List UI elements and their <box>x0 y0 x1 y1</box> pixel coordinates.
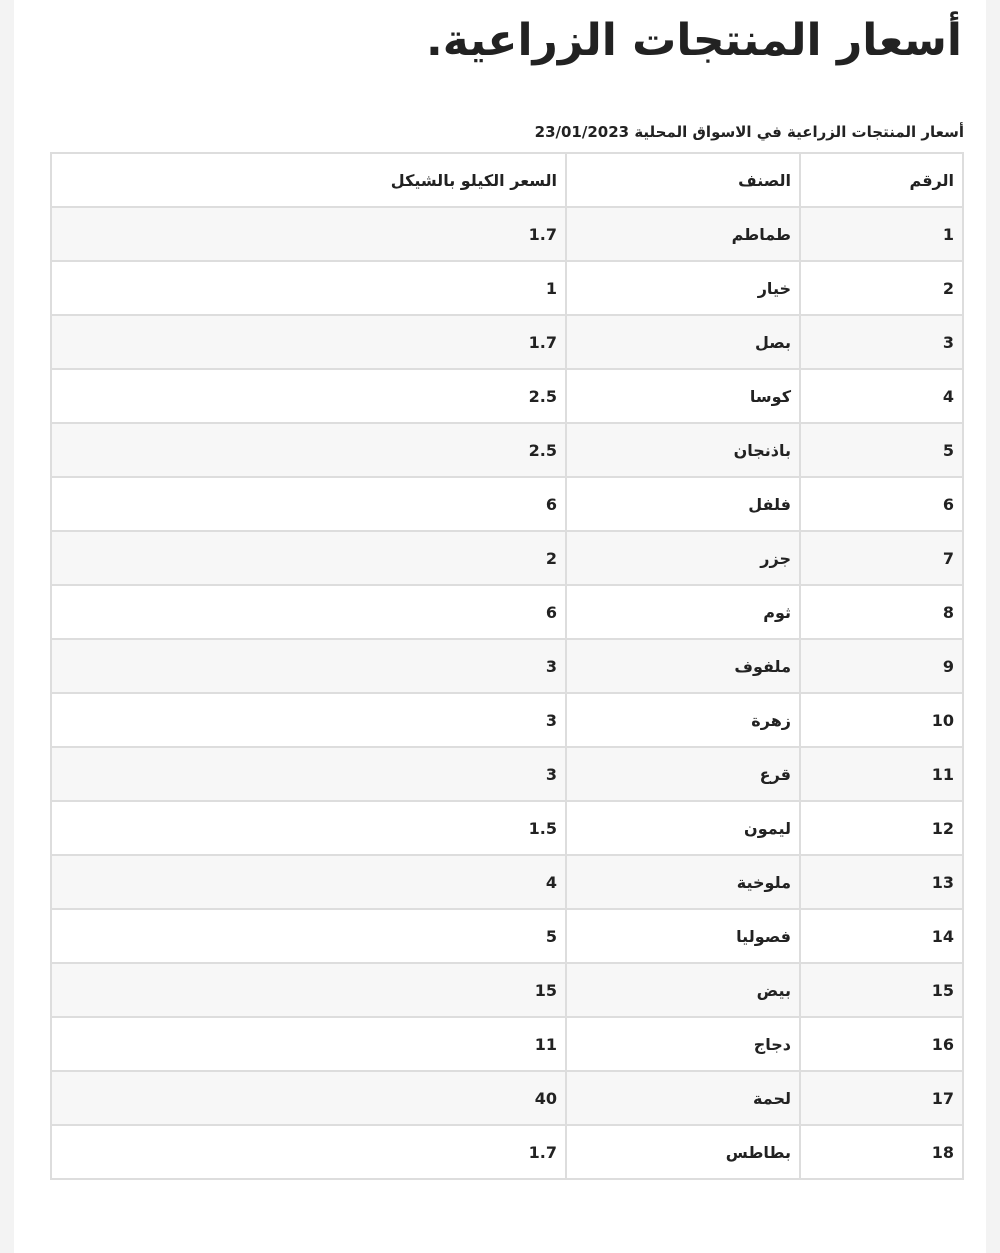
price-value: 1.7 <box>528 1142 557 1162</box>
cell-item: بيض <box>566 963 800 1017</box>
row-number: 8 <box>942 602 954 622</box>
price-value: 2.5 <box>528 386 557 406</box>
cell-price <box>51 801 566 855</box>
cell-price <box>51 1125 566 1179</box>
cell-number <box>800 531 963 585</box>
cell-item: ملفوف <box>566 639 800 693</box>
price-value: 3 <box>545 764 557 784</box>
price-value: 11 <box>534 1034 557 1054</box>
table-row <box>51 477 963 531</box>
row-number: 3 <box>942 332 954 352</box>
table-row <box>51 369 963 423</box>
row-number: 1 <box>942 224 954 244</box>
price-value: 4 <box>545 872 557 892</box>
page-title: أسعار المنتجات الزراعية. <box>426 15 962 66</box>
cell-number <box>800 909 963 963</box>
price-value: 1.7 <box>528 224 557 244</box>
cell-number <box>800 315 963 369</box>
header-number: الرقم <box>800 153 963 207</box>
cell-item: خيار <box>566 261 800 315</box>
table-row <box>51 315 963 369</box>
price-value: 40 <box>534 1088 557 1108</box>
cell-number <box>800 207 963 261</box>
row-number: 6 <box>942 494 954 514</box>
table-header <box>51 153 963 207</box>
table-row <box>51 1017 963 1071</box>
table-row <box>51 585 963 639</box>
cell-number <box>800 801 963 855</box>
row-number: 17 <box>931 1088 954 1108</box>
row-number: 15 <box>931 980 954 1000</box>
price-value: 1 <box>545 278 557 298</box>
price-value: 3 <box>545 710 557 730</box>
cell-price <box>51 855 566 909</box>
table-row <box>51 693 963 747</box>
table-row <box>51 855 963 909</box>
cell-price <box>51 369 566 423</box>
row-number: 11 <box>931 764 954 784</box>
row-number: 4 <box>942 386 954 406</box>
row-number: 7 <box>942 548 954 568</box>
cell-price <box>51 747 566 801</box>
cell-price <box>51 261 566 315</box>
cell-item: زهرة <box>566 693 800 747</box>
cell-number <box>800 423 963 477</box>
table-row <box>51 1071 963 1125</box>
cell-item: ثوم <box>566 585 800 639</box>
price-value: 3 <box>545 656 557 676</box>
row-number: 14 <box>931 926 954 946</box>
cell-number <box>800 585 963 639</box>
cell-number <box>800 477 963 531</box>
cell-item: فصوليا <box>566 909 800 963</box>
cell-item: بصل <box>566 315 800 369</box>
cell-item: دجاج <box>566 1017 800 1071</box>
row-number: 16 <box>931 1034 954 1054</box>
cell-number <box>800 639 963 693</box>
price-value: 5 <box>545 926 557 946</box>
cell-item: كوسا <box>566 369 800 423</box>
cell-item: بطاطس <box>566 1125 800 1179</box>
cell-item: قرع <box>566 747 800 801</box>
cell-item: ليمون <box>566 801 800 855</box>
row-number: 2 <box>942 278 954 298</box>
cell-price <box>51 693 566 747</box>
cell-number <box>800 747 963 801</box>
price-value: 15 <box>534 980 557 1000</box>
cell-number <box>800 261 963 315</box>
row-number: 18 <box>931 1142 954 1162</box>
cell-price <box>51 963 566 1017</box>
price-value: 1.7 <box>528 332 557 352</box>
table-row <box>51 747 963 801</box>
cell-price <box>51 423 566 477</box>
cell-number <box>800 369 963 423</box>
table-row <box>51 531 963 585</box>
cell-price <box>51 1071 566 1125</box>
table-row <box>51 909 963 963</box>
table-row <box>51 1125 963 1179</box>
cell-item: طماطم <box>566 207 800 261</box>
cell-number <box>800 1125 963 1179</box>
cell-price <box>51 531 566 585</box>
cell-number <box>800 1017 963 1071</box>
cell-price <box>51 315 566 369</box>
cell-price <box>51 477 566 531</box>
row-number: 10 <box>931 710 954 730</box>
price-value: 6 <box>545 494 557 514</box>
row-number: 9 <box>942 656 954 676</box>
price-value: 2.5 <box>528 440 557 460</box>
table-row <box>51 423 963 477</box>
price-value: 2 <box>545 548 557 568</box>
price-value: 1.5 <box>528 818 557 838</box>
cell-price <box>51 909 566 963</box>
header-row <box>51 153 963 207</box>
cell-item: فلفل <box>566 477 800 531</box>
row-number: 13 <box>931 872 954 892</box>
table-row <box>51 207 963 261</box>
price-value: 6 <box>545 602 557 622</box>
table-row <box>51 639 963 693</box>
cell-item: باذنجان <box>566 423 800 477</box>
prices-table <box>50 152 964 1180</box>
table-caption: أسعار المنتجات الزراعية في الاسواق المحلية 23/01/2023 <box>534 123 964 141</box>
row-number: 5 <box>942 440 954 460</box>
table-row <box>51 801 963 855</box>
cell-price <box>51 639 566 693</box>
cell-number <box>800 1071 963 1125</box>
cell-item: لحمة <box>566 1071 800 1125</box>
table-row <box>51 963 963 1017</box>
cell-price <box>51 207 566 261</box>
row-number: 12 <box>931 818 954 838</box>
cell-number <box>800 855 963 909</box>
table-row <box>51 261 963 315</box>
header-item: الصنف <box>566 153 800 207</box>
cell-price <box>51 585 566 639</box>
cell-item: جزر <box>566 531 800 585</box>
header-price: السعر الكيلو بالشيكل <box>51 153 566 207</box>
cell-price <box>51 1017 566 1071</box>
cell-number <box>800 963 963 1017</box>
cell-number <box>800 693 963 747</box>
table-body <box>51 207 963 1179</box>
cell-item: ملوخية <box>566 855 800 909</box>
